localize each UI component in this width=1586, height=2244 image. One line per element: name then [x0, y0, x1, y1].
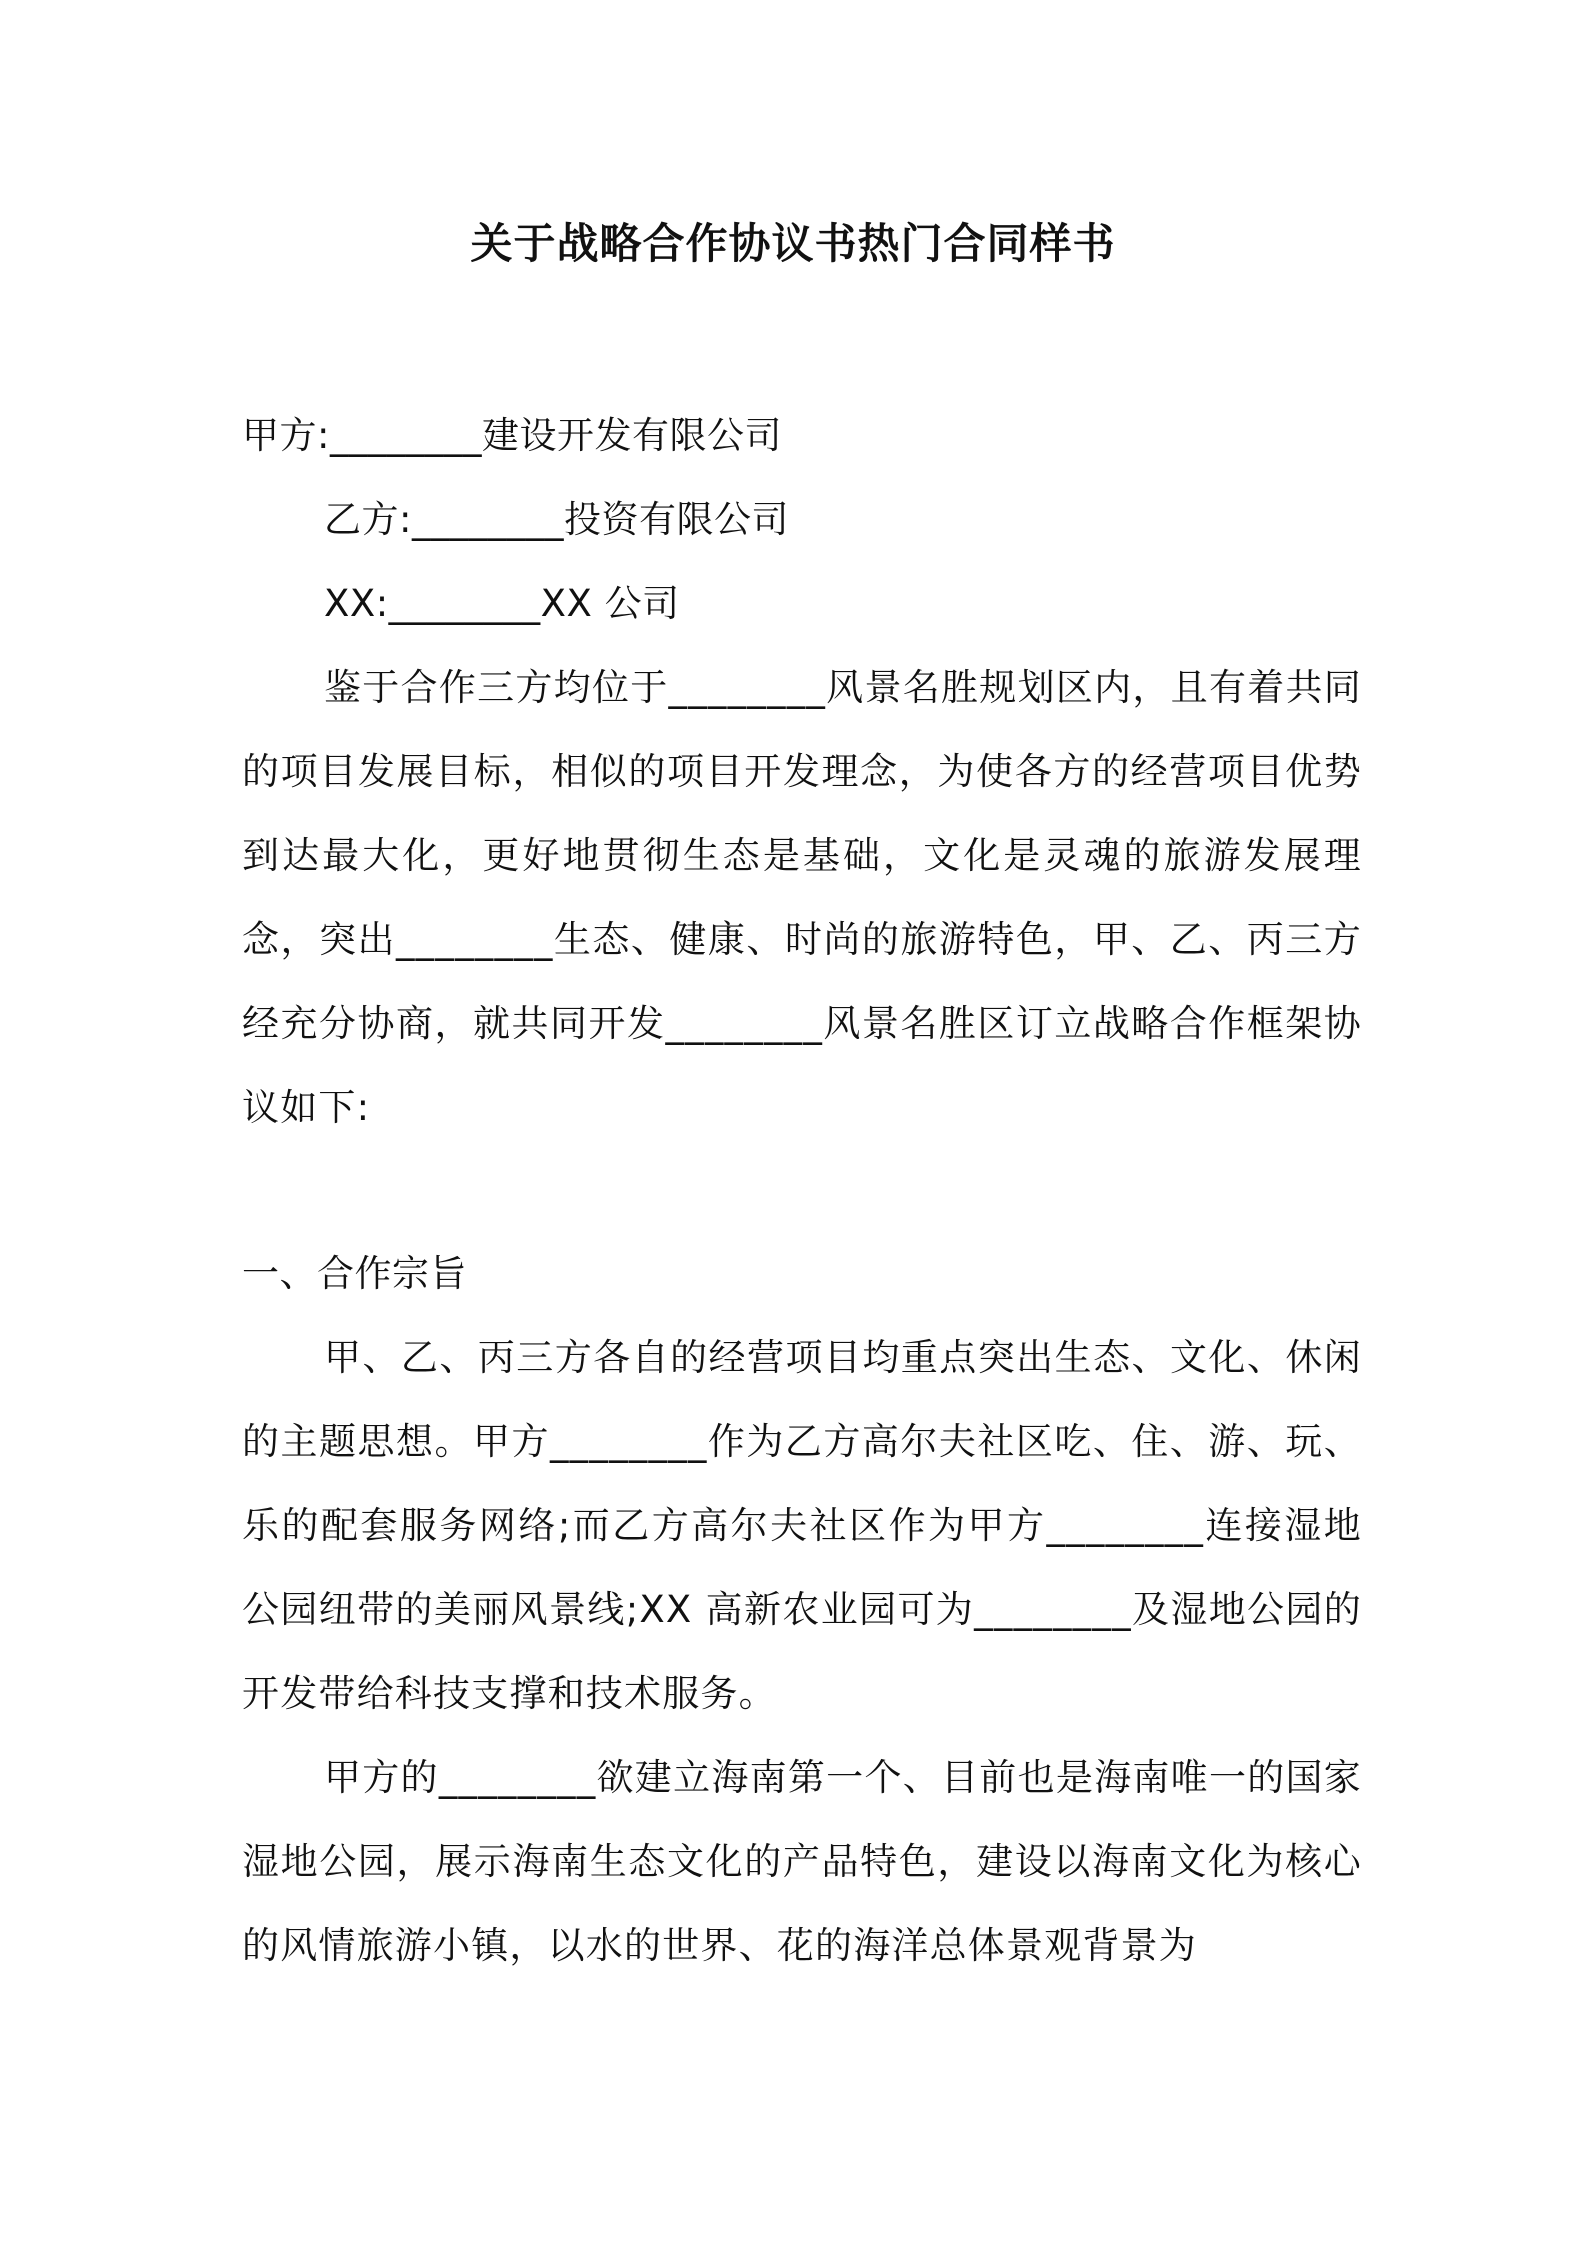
section-1-paragraph-2: 甲方的________欲建立海南第一个、目前也是海南唯一的国家湿地公园，展示海南生态文化的产品特色，建设以海南文化为核心的风情旅游小镇，以水的世界、花的海洋总体景观背景为 [242, 1756, 1362, 1967]
document-title: 关于战略合作协议书热门合同样书 [470, 219, 1116, 268]
party-a-line: 甲方:________建设开发有限公司 [242, 414, 782, 457]
preamble-paragraph: 鉴于合作三方均位于________风景名胜规划区内，且有着共同的项目发展目标，相似的项目开发理念，为使各方的经营项目优势到达最大化，更好地贯彻生态是基础，文化是灵魂的旅游发展理念，突出________生态、健康、时尚的旅游特色，甲、乙、丙三方经充分协商，就共同开发________风景名胜区订立战略合作框架协议如下: [242, 666, 1362, 1129]
section-1-paragraph-1: 甲、乙、丙三方各自的经营项目均重点突出生态、文化、休闲的主题思想。甲方________作为乙方高尔夫社区吃、住、游、玩、乐的配套服务网络;而乙方高尔夫社区作为甲方________连接湿地公园纽带的美丽风景线;XX 高新农业园可为________及湿地公园的开发带给科技支撑和技术服务。 [242, 1336, 1362, 1715]
party-c-line: XX:________XX 公司 [324, 582, 680, 625]
section-1-heading: 一、合作宗旨 [242, 1252, 467, 1295]
party-b-line: 乙方:________投资有限公司 [324, 498, 789, 541]
